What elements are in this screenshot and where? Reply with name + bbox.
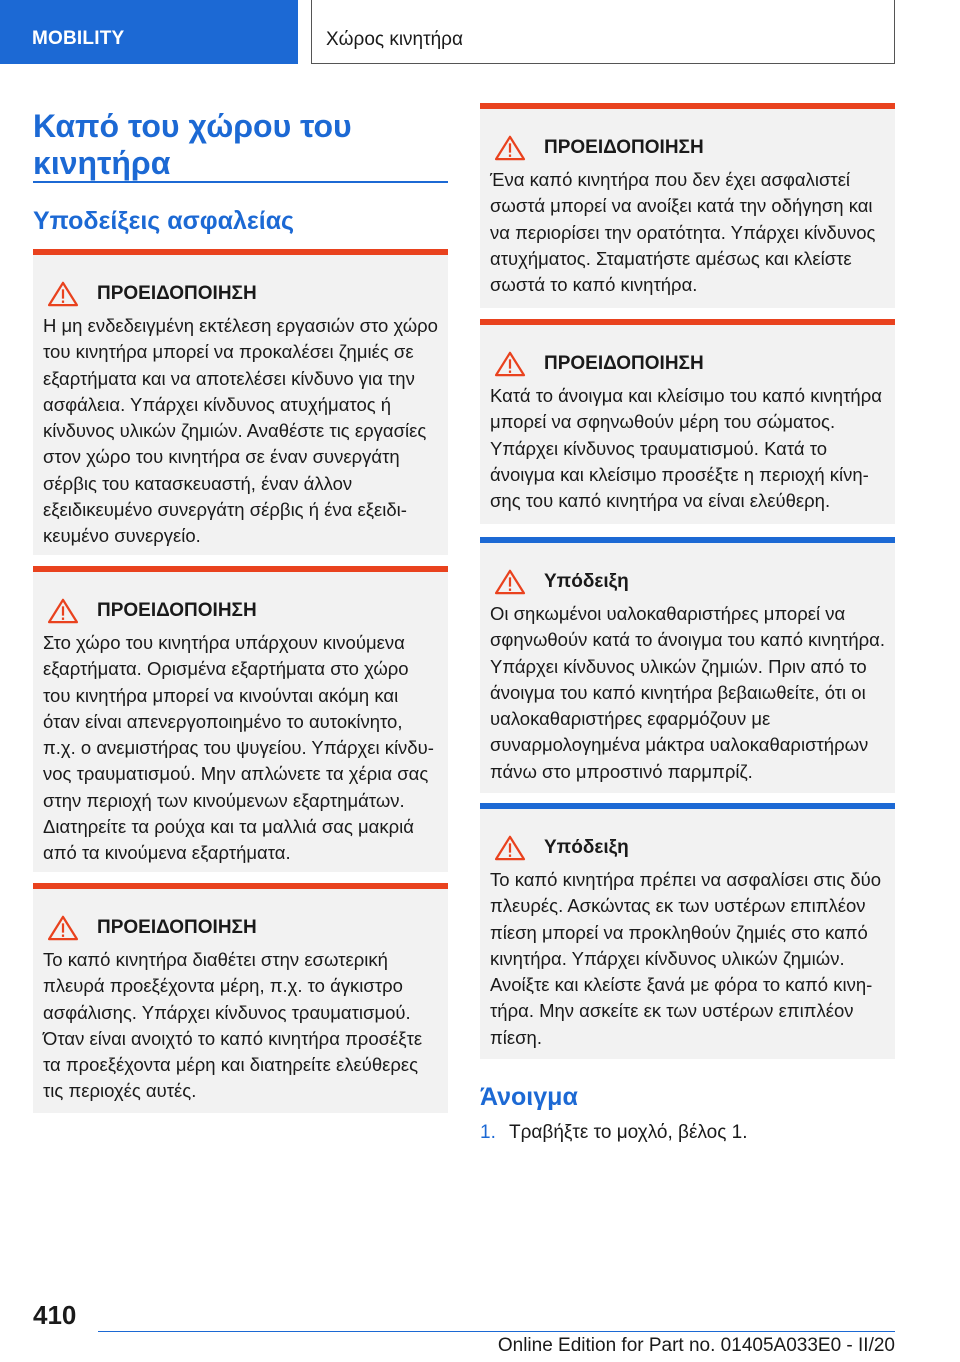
- box-label: ΠΡΟΕΙΔΟΠΟΙΗΣΗ: [544, 353, 704, 374]
- warning-triangle-icon: [46, 281, 80, 307]
- section-label: MOBILITY: [32, 28, 125, 49]
- warning-triangle-icon: [46, 915, 80, 941]
- box-text: Οι σηκωμένοι υαλοκαθαριστήρες μπορεί να σφηνωθούν κατά το άνοιγμα του καπό κινητήρα. Υπάρχει κίνδυνος υλικών ζημιών. Πριν από το άνοιγμα του καπό κινητήρα βεβαιωθείτε, ότι οι υαλοκαθαριστήρες εφαρμόζουν με συναρμολογημένα μάκτρα υαλοκαθαριστήρων πάνω στο μπροστινό παρμπρίζ.: [490, 603, 886, 782]
- box-text: Το καπό κινητήρα διαθέτει στην εσωτερική πλευρά προεξέχοντα μέρη, π.χ. το άγκιστρο ασφάλισης. Υπάρχει κίνδυνος τραυματισμού. Όταν είναι ανοιχτό το καπό κινητήρα προσέξτε τα προεξέχοντα μέρη και διατηρείτε ελεύθερες τις περιοχές αυτές.: [43, 949, 423, 1102]
- chapter-tab: [311, 0, 895, 64]
- box-text: Κατά το άνοιγμα και κλείσιμο του καπό κινητήρα μπορεί να σφηνωθούν μέρη του σώματος. Υπάρχει κίνδυνος τραυματισμού. Κατά το άνοιγμα και κλείσιμο προσέξτε η περιοχή κίνησης του καπό κινητήρα να είναι ελεύθερη.: [490, 385, 882, 512]
- box-header: [43, 281, 438, 307]
- note-box: [480, 803, 895, 1059]
- box-text: Η μη ενδεδειγμένη εκτέλεση εργασιών στο χώρο του κινητήρα μπορεί να προκαλέσει ζημιές σε εξαρτήματα και να αποτελέσει κίνδυνο για την ασφάλεια. Υπάρχει κίνδυνος ατυχήματος ή κίνδυνος υλικών ζημιών. Αναθέστε τις εργασίες στον χώρο του κινητήρα σε έναν συνεργάτη σέρβις του κατασκευαστή, έναν άλλον εξειδικευμένο συνεργάτη σέρβις ή ένα εξειδικευμένο συνεργείο.: [43, 315, 438, 547]
- box-label: ΠΡΟΕΙΔΟΠΟΙΗΣΗ: [97, 283, 257, 304]
- chapter-label: Χώρος κινητήρα: [326, 29, 463, 50]
- page-title: Καπό του χώρου του κινητήρα: [33, 108, 352, 181]
- box-label: Υπόδειξη: [544, 571, 629, 592]
- warning-triangle-icon: [493, 835, 527, 861]
- warning-box: [480, 319, 895, 524]
- box-header: [43, 598, 438, 624]
- section-tab: [0, 0, 298, 64]
- box-text: Ένα καπό κινητήρα που δεν έχει ασφαλιστεί σωστά μπορεί να ανοίξει κατά την οδήγηση και να περιορίσει την ορατότητα. Υπάρχει κίνδυνος ατυχήματος. Σταματήστε αμέσως και κλείστε σωστά το καπό κινητήρα.: [490, 169, 876, 296]
- section-heading-opening: Άνοιγμα: [480, 1083, 578, 1111]
- warning-triangle-icon: [493, 569, 527, 595]
- note-box: [480, 537, 895, 793]
- box-header: [490, 569, 885, 595]
- footer-text: Online Edition for Part no. 01405A033E0 - II/20: [497, 1335, 895, 1356]
- warning-box: [33, 883, 448, 1113]
- warning-box: [33, 249, 448, 555]
- section-heading-safety: Υποδείξεις ασφαλείας: [33, 207, 295, 235]
- page-number: 410: [33, 1300, 77, 1330]
- warning-box: [480, 103, 895, 308]
- title-divider: [33, 181, 448, 183]
- box-header: [43, 915, 438, 941]
- step-number: 1.: [480, 1122, 496, 1143]
- warning-box: [33, 566, 448, 872]
- warning-triangle-icon: [493, 135, 527, 161]
- box-text: Το καπό κινητήρα πρέπει να ασφαλίσει στις δύο πλευρές. Ασκώντας εκ των υστέρων επιπλέον πίεση μπορεί να προκληθούν ζημιές στο καπό κινητήρα. Υπάρχει κίνδυνος υλικών ζημιών. Ανοίξτε και κλείστε ξανά με φόρα το καπό κινητήρα. Μην ασκείτε εκ των υστέρων επιπλέον πίεση.: [490, 869, 882, 1048]
- box-label: ΠΡΟΕΙΔΟΠΟΙΗΣΗ: [544, 137, 704, 158]
- box-header: [490, 835, 885, 861]
- box-label: Υπόδειξη: [544, 837, 629, 858]
- footer-divider: [98, 1331, 895, 1332]
- box-label: ΠΡΟΕΙΔΟΠΟΙΗΣΗ: [97, 917, 257, 938]
- warning-triangle-icon: [46, 598, 80, 624]
- warning-triangle-icon: [493, 351, 527, 377]
- list-item: [480, 1122, 748, 1144]
- box-header: [490, 351, 885, 377]
- box-text: Στο χώρο του κινητήρα υπάρχουν κινούμενα εξαρτήματα. Ορισμένα εξαρτήματα στο χώρο του κινητήρα μπορεί να κινούνται ακόμη και όταν είναι απενεργοποιημένο το αυτοκίνητο, π.χ. ο ανεμιστήρας του ψυγείου. Υπάρχει κίνδυνος τραυματισμού. Μην απλώνετε τα χέρια σας στην περιοχή των κινούμενων εξαρτημάτων. Διατηρείτε τα ρούχα και τα μαλλιά σας μακριά από τα κινούμενα εξαρτήματα.: [43, 632, 434, 864]
- box-header: [490, 135, 885, 161]
- box-label: ΠΡΟΕΙΔΟΠΟΙΗΣΗ: [97, 600, 257, 621]
- step-text: Τραβήξτε το μοχλό, βέλος 1.: [509, 1122, 748, 1143]
